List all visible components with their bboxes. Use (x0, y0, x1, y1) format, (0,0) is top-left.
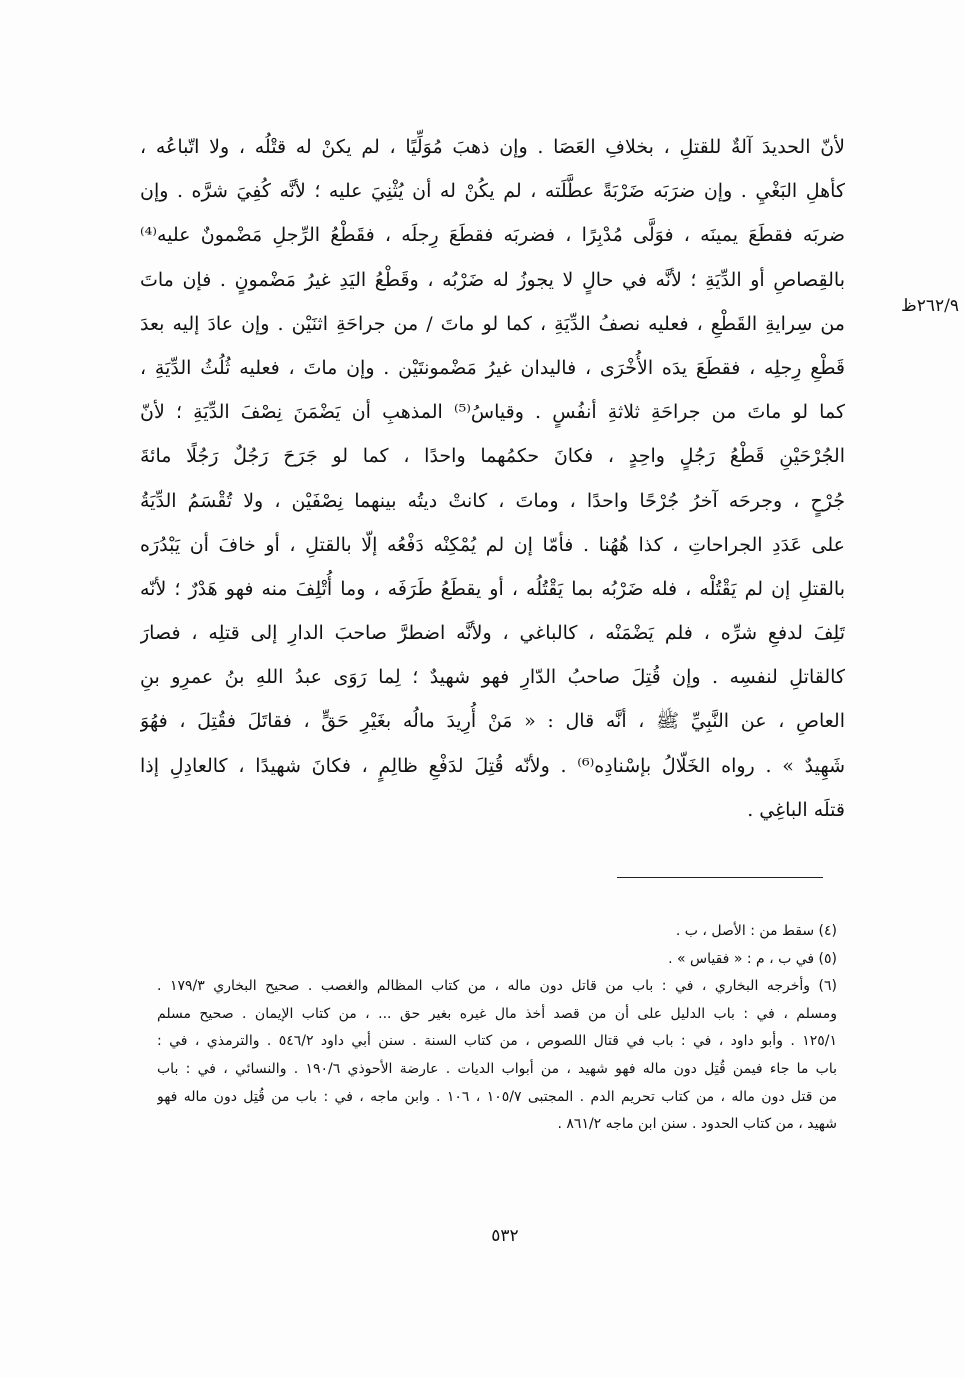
main-text-block (140, 125, 845, 832)
main-text-line: تَلِفَ لدفعِ شرِّه ، فلم يَضْمَنْه ، كالباغي ، ولأنَّه اضطرَّ صاحبَ الدارِ إلى قتلِه ، فصارَ (140, 622, 845, 645)
page-number: ٥٣٢ (491, 1226, 519, 1246)
footnotes-block (157, 918, 837, 1139)
main-text-line: الجُرْحَيْنِ قَطْعُ رَجُلٍ واحِدٍ ، فكانَ حكمُهما واحدًا ، كما لو جَرَحَ رَجُلٌ رَجُلًا مائةَ (140, 445, 845, 468)
footnote-line: شهيد ، من كتاب الحدود . سنن ابن ماجه ٨٦١/٢ . (557, 1116, 837, 1133)
main-text-line: ضربَه فقطَعَ يمينَه ، فوَلَّى مُدْبِرًا ، فضربَه فقطَعَ رِجلَه ، فقَطْعُ الرِّجلِ مَضْمونٌ عليه⁽⁴⁾ (140, 224, 845, 247)
footnote-line: (٦) وأخرجه البخاري ، في : باب من قاتل دون ماله ، من كتاب المظالم والغصب . صحيح البخاري ١٧٩/٣ . (157, 978, 837, 995)
main-text-line: على عَدَدِ الجراحاتِ ، كذا هُهُنا . فأمّا إن لم يُمْكِنْه دَفْعُه إلّا بالقتلِ ، أو خافَ أن يَبْدُرَه (140, 533, 845, 556)
footnote-line: (٥) في ب ، م : « فقياس » . (668, 950, 837, 967)
main-text-line: قتلَه الباغِي . (747, 798, 845, 821)
footnote-line: (٤) سقط من : الأصل ، ب . (675, 923, 837, 939)
margin-reference: ٢٦٢/٩ظ (901, 296, 959, 316)
main-text-line: بالقِصاصِ أو الدِّيَةِ ؛ لأنَّه في حالٍ لا يجوزُ له ضَرْبُه ، وقَطْعُ اليَدِ غيرُ مَضْمونٍ . فإن ماتَ (140, 268, 845, 291)
footnote-line: باب ما جاء فيمن قُتِل دون ماله فهو شهيد ، من أبواب الديات . عارضة الأحوذي ١٩٠/٦ . والنسائي ، في : باب (157, 1060, 837, 1077)
main-text-line: جُرْحٍ ، وجرحَه آخرُ جُرْحًا واحدًا ، وماتَ ، كانتْ ديتُه بينهما نِصْفَيْن ، ولا تُقْسَمُ الدِّيَةُ (140, 489, 845, 512)
footnote-line: ومسلم ، في : باب الدليل على أن من قصد أخذ مال غيره بغير حق ... ، من كتاب الإيمان . صحيح مسلم (157, 1005, 837, 1022)
main-text-line: كأهلِ البَغْيِ . وإن ضرَبَه ضَرْبَةً عطَّلَته ، لم يكُنْ له أن يُثْنِيَ عليه ؛ لأنَّه كُفِيَ شرَّه . وإن (140, 180, 845, 203)
main-text-line: كما لو ماتَ من جراحَةِ ثلاثةِ أنفُسٍ . وقياسُ⁽⁵⁾ المذهبِ أن يَضْمَنَ نِصْفَ الدِّيَةِ ؛ لأنّ (140, 401, 845, 424)
main-text-line: لأنّ الحديدَ آلةٌ للقتلِ ، بخلافِ العَصَا . وإن ذهبَ مُوَلِّيًا ، لم يكنْ له قتْلُه ، ولا اتّباعُه ، (140, 136, 845, 158)
main-text-line: كالقاتلِ لنفسِه . وإن قُتِلَ صاحبُ الدّارِ فهو شهيدٌ ؛ لِما رَوَى عبدُ اللهِ بنُ عمرِو بنِ (140, 666, 845, 689)
main-text-line: بالقتلِ إن لم يَقْتُلْه ، فله ضَرْبُه بما يَقْتُلُه ، أو يقطَعُ طَرَفَه ، وما أُتْلِفَ منه فهو هَدْرٌ ؛ لأنّه (140, 577, 845, 600)
main-text-line: قَطْعِ رِجلِه ، فقطَعَ يدَه الأُخْرَى ، فاليدان غيرُ مَضْمونتَيْن . وإن ماتَ ، فعليه ثُلُثُ الدِّيَةِ ، (140, 356, 845, 379)
main-text-line: العاصِ ، عن النَّبِيِّ ﷺ ، أنَّه قال : « مَنْ أُرِيدَ مالُه بغَيْرِ حَقٍّ ، فقاتَلَ فقُتِلَ ، فهُوَ (140, 710, 845, 733)
main-text-line: شَهِيدٌ » . رواه الخَلّالُ بإسْنادِه⁽⁶⁾ . ولأنّه قُتِلَ لدَفْعِ ظالِمٍ ، فكانَ شهيدًا ، كالعادِلِ إذا (140, 754, 845, 777)
footnote-line: ١٢٥/١ . وأبو داود ، في : باب في قتال اللصوص ، من كتاب السنة . سنن أبي داود ٥٤٦/٢ . والترمذي ، في : (157, 1033, 837, 1050)
footnote-line: من قتل دون ماله ، من كتاب تحريم الدم . المجتبى ١٠٥/٧ ، ١٠٦ . وابن ماجه ، في : باب من قُتِل دون ماله فهو (157, 1088, 837, 1105)
footnote-separator (617, 877, 823, 878)
main-text-line: من سِرايةِ القَطْعِ ، فعليه نصفُ الدِّيَةِ ، كما لو ماتَ / من جراحَةِ اثنَيْن . وإن عادَ إليه بعدَ (140, 312, 845, 335)
